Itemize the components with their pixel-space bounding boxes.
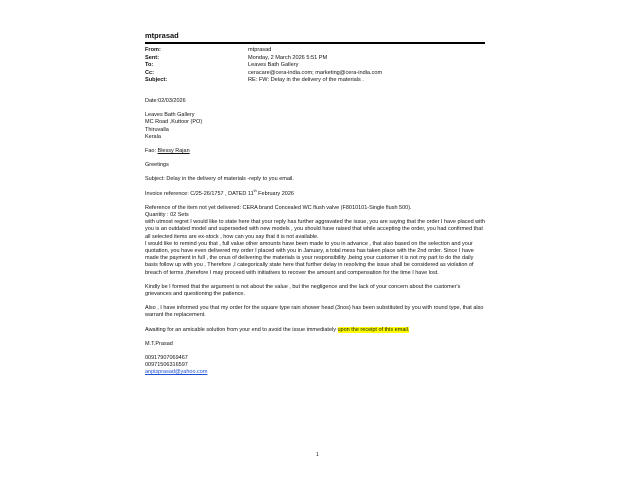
fao-name: Blessy Rajan — [157, 148, 190, 155]
phone-number: 00917907069467 — [145, 355, 188, 362]
invoice-ref-month: February 2026 — [256, 190, 294, 197]
invoice-ref-sup: th — [253, 188, 257, 193]
fao-label: Fao: — [145, 148, 158, 155]
fao-line — [145, 148, 485, 155]
header-row-sent — [145, 55, 382, 63]
closing-line — [145, 327, 485, 334]
email-address-link[interactable]: anpisprasad@yahoo.com — [145, 369, 208, 376]
paragraph-2: I would like to remind you that , full value other amounts have been made to you in advance , that also based on the selection and your quotation, you have even delivered my order I placed with you in January, a total mess has taken place with the 2nd order. Since I have made the payment in full , the onus of delivering the materials is your responsibility ,being your customer it is not my part to do the daily basis follow up with you , Therefore ,I categorically state here that further delay in resolving the issue shall be considered as violation of breach of terms ,therefore I may proceed with initiatives to recover the amount and compensation for the time I have lost. — [145, 240, 474, 276]
subject-label: Subject: — [145, 77, 168, 84]
from-label: From: — [145, 47, 161, 53]
cc-label: Cc: — [145, 69, 155, 76]
sender-name: mtprasad — [145, 31, 179, 40]
invoice-ref-text: Invoice reference: C/25-26/1757 , DATED 11 — [145, 190, 254, 197]
address-line: Thiruvalla — [145, 126, 169, 133]
address-line: MC Road ,Kuttoor (PO) — [145, 119, 203, 126]
email-header — [145, 47, 382, 85]
address-line: Kerala — [145, 133, 161, 140]
paragraph-3: Kindly be I formed that the argument is not about the value , but the negligence and the lack of your concern about the customer's grievances and questioning the patience. — [145, 283, 461, 298]
greeting: Greetings — [145, 162, 169, 169]
address-line: Leaves Bath Gallery — [145, 112, 195, 119]
to-label: To: — [145, 62, 154, 69]
header-row-to — [145, 62, 382, 70]
quantity: Quantity : 02 Sets — [145, 212, 189, 219]
header-row-subject — [145, 77, 382, 85]
subject-value: RE: FW: Delay in the delivery of the materials . — [248, 77, 364, 84]
paragraph-1: with utmost regret I would like to state here that your reply has further aggravated the issue, you are saying that the order I have placed with you is an outdated model and superseded with new models , you should have raised that while accepting the order, you had confirmed that all selected items are ex-stock , how can you say that it is not available. — [145, 219, 485, 240]
email-link[interactable] — [145, 369, 485, 376]
sent-value: Monday, 2 March 2026 5:51 PM — [248, 54, 328, 61]
page-number: 1 — [316, 452, 319, 458]
phone-number: 00971506316597 — [145, 362, 188, 369]
cc-value: ceracare@cera-india.com; marketing@cera-india.com — [248, 69, 383, 76]
letter-body — [145, 98, 485, 377]
to-value: Leaves Bath Gallery — [248, 62, 299, 69]
closing-text: Awaiting for an amicable solution from your end to avoid the issue immediately — [145, 326, 338, 333]
paragraph-4: Also , I have informed you that my order for the square type rain shower head (3nos) has been substituted by you with round type, that also warrant the replacement. — [145, 305, 484, 319]
sent-label: Sent: — [145, 54, 159, 61]
letter-date: Date:02/03/2026 — [145, 98, 186, 104]
subject-line: Subject: Delay in the delivery of materials -reply to you email. — [145, 176, 294, 183]
invoice-reference — [145, 188, 485, 198]
header-divider — [145, 42, 485, 44]
highlighted-text: upon the receipt of this email. — [337, 326, 410, 333]
header-row-cc — [145, 70, 382, 78]
from-value: mtprasad — [248, 47, 272, 53]
header-row-from — [145, 47, 382, 55]
signoff: M.T.Prasad — [145, 340, 173, 347]
reference-item: Reference of the item not yet delivered: CERA brand Concealed WC flush valve (F8010101-Single flush 500). — [145, 204, 412, 211]
